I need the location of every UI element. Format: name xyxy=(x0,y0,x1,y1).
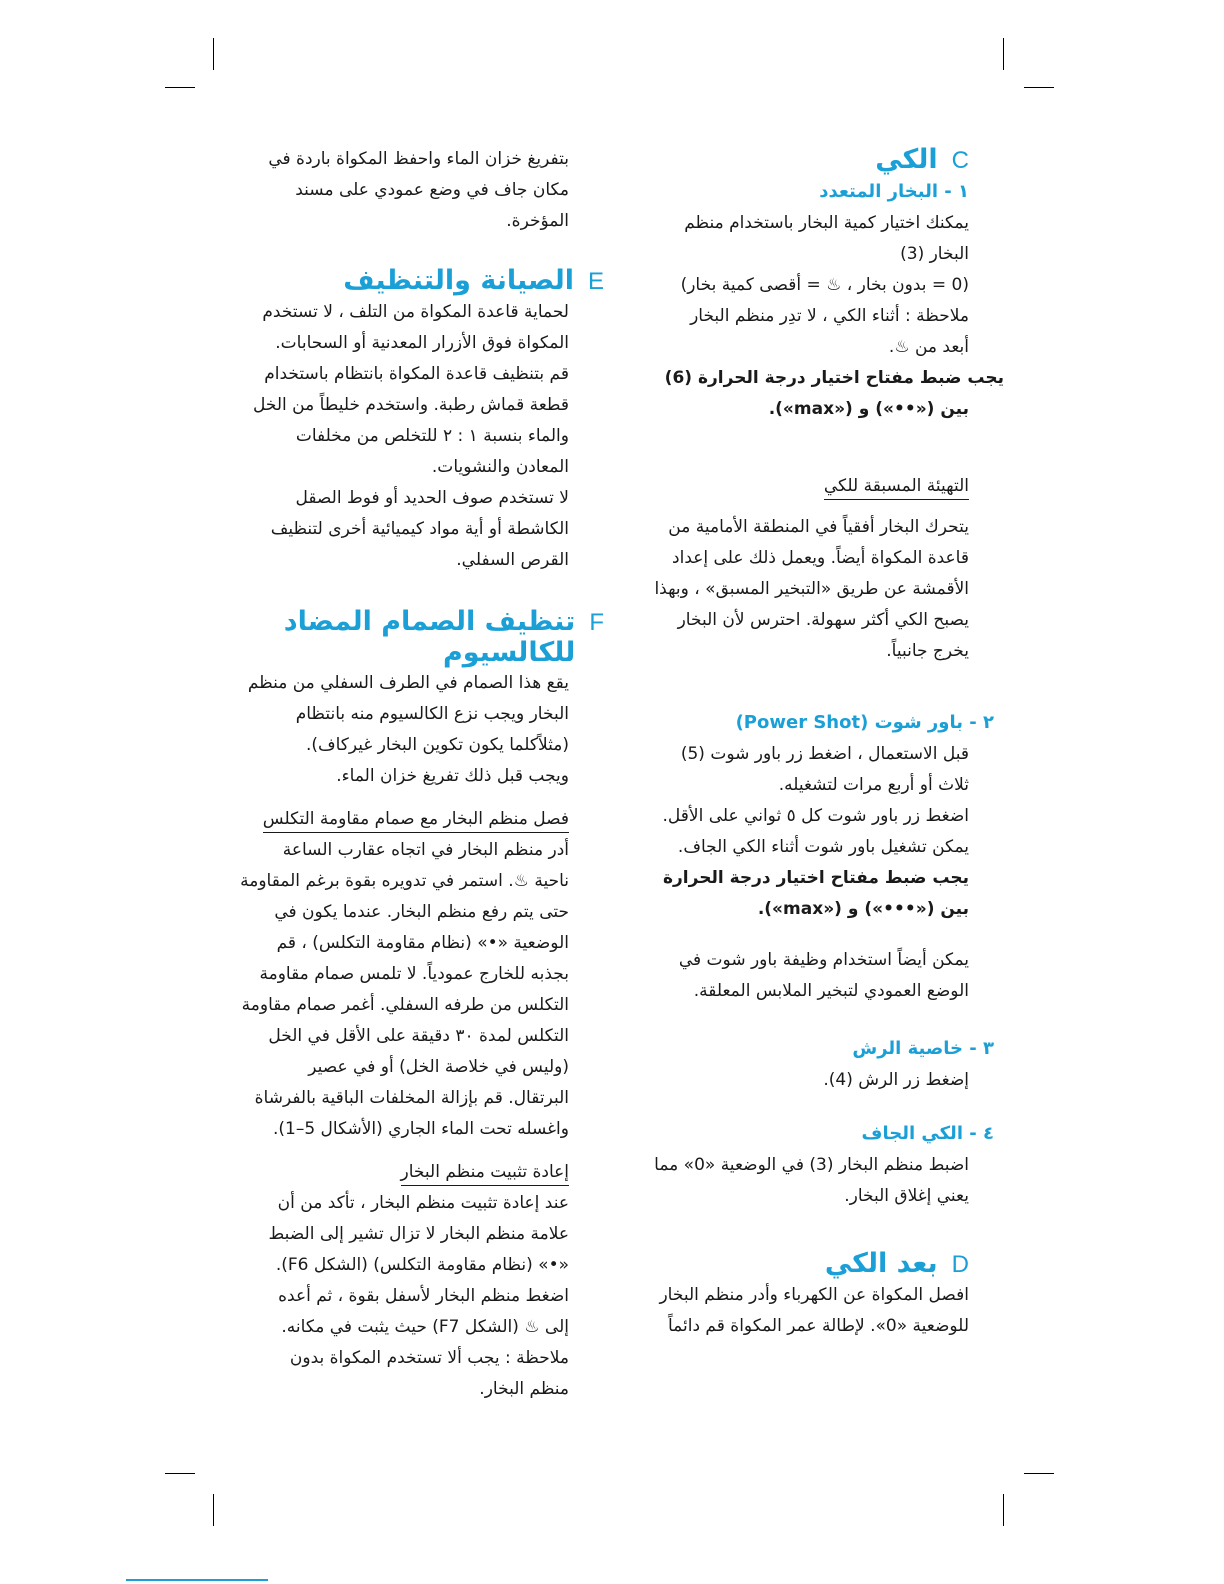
paragraph-line: ملاحظة : أثناء الكي ، لا تدِر منظم البخار xyxy=(690,306,969,326)
warning-line: يجب ضبط مفتاح اختيار درجة الحرارة xyxy=(662,868,969,888)
subsection-title: ١ - البخار المتعدد xyxy=(819,181,969,202)
crop-mark xyxy=(1003,38,1004,70)
paragraph-line: يمكن أيضاً استخدام وظيفة باور شوت في xyxy=(678,950,969,970)
right-column xyxy=(609,144,1004,1342)
paragraph-line: القرص السفلي. xyxy=(456,550,569,570)
paragraph-line: ملاحظة : يجب ألا تستخدم المكواة بدون xyxy=(289,1348,569,1368)
paragraph-line: ويجب قبل ذلك تفريغ خزان الماء. xyxy=(336,766,569,786)
paragraph-line: قم بتنظيف قاعدة المكواة بانتظام باستخدام xyxy=(264,364,569,384)
paragraph-line: بتفريغ خزان الماء واحفظ المكواة باردة في xyxy=(268,149,569,169)
warning-line: يجب ضبط مفتاح اختيار درجة الحرارة (6) xyxy=(664,368,1004,388)
paragraph-line: اضغط زر باور شوت كل ٥ ثواني على الأقل. xyxy=(662,806,969,826)
paragraph-line: إضغط زر الرش (4). xyxy=(823,1070,969,1090)
paragraph-line: قطعة قماش رطبة. واستخدم خليطاً من الخل xyxy=(252,395,569,415)
paragraph-line: البخار (3) xyxy=(900,244,969,264)
footer-rule xyxy=(126,1579,268,1581)
paragraph-line: التكلس من طرفه السفلي. أغمر صمام مقاومة xyxy=(241,995,569,1015)
paragraph-line: يمكنك اختيار كمية البخار باستخدام منظم xyxy=(684,213,969,233)
paragraph-line: يخرج جانبياً. xyxy=(886,641,969,661)
paragraph-line: التكلس لمدة ٣٠ دقيقة على الأقل في الخل xyxy=(268,1026,569,1046)
paragraph-line: عند إعادة تثبيت منظم البخار ، تأكد من أن xyxy=(277,1193,569,1213)
section-title: بعد الكي xyxy=(824,1248,938,1279)
left-column xyxy=(229,144,604,1405)
paragraph-line: والماء بنسبة ١ : ٢ للتخلص من مخلفات xyxy=(295,426,569,446)
paragraph-line: (0 = بدون بخار ، ♨ = أقصى كمية بخار) xyxy=(680,275,969,295)
paragraph-line: علامة منظم البخار لا تزال تشير إلى الضبط xyxy=(268,1224,569,1244)
paragraph-line: يصبح الكي أكثر سهولة. احترس لأن البخار xyxy=(677,610,969,630)
crop-mark xyxy=(1003,1494,1004,1526)
section-d-heading xyxy=(609,1248,969,1280)
paragraph-line: المؤخرة. xyxy=(506,211,569,231)
paragraph-line: يعني إغلاق البخار. xyxy=(844,1186,969,1206)
paragraph-line: الكاشطة أو أية مواد كيميائية أخرى لتنظيف xyxy=(270,519,569,539)
paragraph-line: للوضعية «0». لإطالة عمر المكواة قم دائماً xyxy=(668,1316,969,1336)
paragraph-line: مكان جاف في وضع عمودي على مسند xyxy=(295,180,569,200)
paragraph-line: بجذبه للخارج عمودياً. لا تلمس صمام مقاومة xyxy=(259,964,569,984)
paragraph-line: الوضع العمودي لتبخير الملابس المعلقة. xyxy=(693,981,969,1001)
paragraph-line: لا تستخدم صوف الحديد أو فوط الصقل xyxy=(295,488,569,508)
paragraph-line: يمكن تشغيل باور شوت أثناء الكي الجاف. xyxy=(677,837,969,857)
paragraph-line: المعادن والنشويات. xyxy=(431,457,569,477)
warning-line: بين («••») و («max»). xyxy=(768,399,969,419)
paragraph-line: منظم البخار. xyxy=(479,1379,569,1399)
paragraph-line: قبل الاستعمال ، اضغط زر باور شوت (5) xyxy=(680,744,969,764)
paragraph-line: الوضعية «•» (نظام مقاومة التكلس) ، قم xyxy=(276,933,569,953)
section-title: تنظيف الصمام المضاد للكالسيوم xyxy=(283,606,576,668)
subsection-underlined-title: فصل منظم البخار مع صمام مقاومة التكلس xyxy=(263,806,569,833)
paragraph-line: إلى ♨ (الشكل F7) حيث يثبت في مكانه. xyxy=(281,1317,569,1337)
paragraph-line: (مثلاًكلما يكون تكوين البخار غيركاف). xyxy=(305,735,569,755)
crop-mark xyxy=(165,1473,195,1474)
paragraph-line: اضبط منظم البخار (3) في الوضعية «0» مما xyxy=(654,1155,969,1175)
paragraph-line: واغسله تحت الماء الجاري (الأشكال 5–1). xyxy=(272,1119,569,1139)
paragraph-line: البرتقال. قم بإزالة المخلفات الباقية بالفرشاة xyxy=(254,1088,569,1108)
section-f-heading xyxy=(229,606,604,668)
crop-mark xyxy=(213,1494,214,1526)
paragraph-line: البخار ويجب نزع الكالسيوم منه بانتظام xyxy=(295,704,569,724)
section-e-heading xyxy=(229,265,604,297)
paragraph-line: افصل المكواة عن الكهرباء وأدر منظم البخار xyxy=(659,1285,969,1305)
paragraph-line: اضغط منظم البخار لأسفل بقوة ، ثم أعده xyxy=(278,1286,569,1306)
subsection-underlined-title: التهيئة المسبقة للكي xyxy=(824,473,969,500)
crop-mark xyxy=(1024,1473,1054,1474)
subsection-title: ٢ - باور شوت (Power Shot) xyxy=(735,712,994,733)
paragraph-line: أبعد من ♨. xyxy=(888,337,969,357)
warning-line: بين («•••») و («max»). xyxy=(757,899,969,919)
paragraph-line: ثلاث أو أربع مرات لتشغيله. xyxy=(778,775,969,795)
crop-mark xyxy=(1024,87,1054,88)
paragraph-line: أدر منظم البخار في اتجاه عقارب الساعة xyxy=(282,840,569,860)
section-title: الصيانة والتنظيف xyxy=(343,265,574,296)
section-c-heading xyxy=(609,144,969,176)
paragraph-line: قاعدة المكواة أيضاً. ويعمل ذلك على إعداد xyxy=(672,548,969,568)
paragraph-line: يقع هذا الصمام في الطرف السفلي من منظم xyxy=(247,673,569,693)
crop-mark xyxy=(213,38,214,70)
subsection-title: ٣ - خاصية الرش xyxy=(852,1038,994,1059)
paragraph-line: حتى يتم رفع منظم البخار. عندما يكون في xyxy=(274,902,569,922)
paragraph-line: الأقمشة عن طريق «التبخير المسبق» ، وبهذا xyxy=(654,579,969,599)
paragraph-line: (وليس في خلاصة الخل) أو في عصير xyxy=(308,1057,569,1077)
subsection-title: ٤ - الكي الجاف xyxy=(861,1123,994,1144)
crop-mark xyxy=(165,87,195,88)
paragraph-line: يتحرك البخار أفقياً في المنطقة الأمامية من xyxy=(668,517,969,537)
section-letter: C xyxy=(951,147,969,174)
paragraph-line: لحماية قاعدة المكواة من التلف ، لا تستخدم xyxy=(262,302,569,322)
paragraph-line: «•» (نظام مقاومة التكلس) (الشكل F6). xyxy=(275,1255,569,1275)
paragraph-line: ناحية ♨. استمر في تدويره بقوة برغم المقاومة xyxy=(240,871,569,891)
section-letter: F xyxy=(589,609,604,636)
subsection-underlined-title: إعادة تثبيت منظم البخار xyxy=(401,1159,569,1186)
section-letter: E xyxy=(587,268,604,295)
section-letter: D xyxy=(951,1251,969,1278)
paragraph-line: المكواة فوق الأزرار المعدنية أو السحابات. xyxy=(275,333,569,353)
section-title: الكي xyxy=(875,144,938,175)
